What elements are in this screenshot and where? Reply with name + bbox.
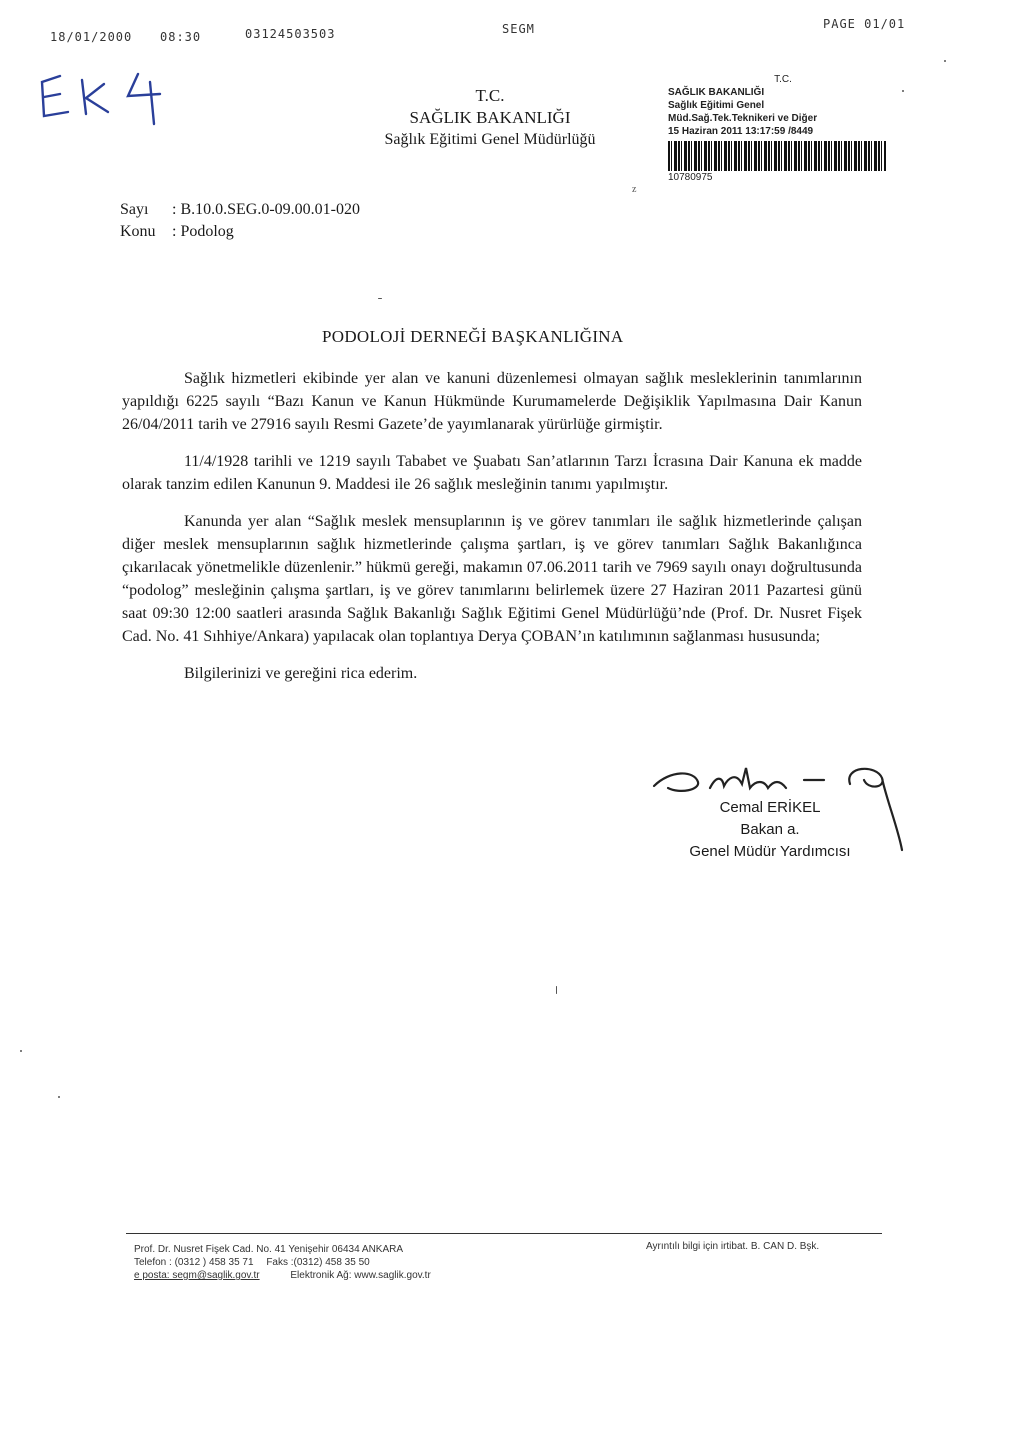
stamp-ministry: SAĞLIK BAKANLIĞI [668,87,765,98]
letterhead [340,85,640,151]
paragraph-3: Kanunda yer alan “Sağlık meslek mensuplarının iş ve görev tanımları ile sağlık hizmetlerinde çalışan diğer meslek mensuplarının sağlık hizmetlerinde çalışma şartları, iş ve görev tanımları Sağlık Bakanlığınca çıkarılacak yönetmelikle düzenlenir.” hükmü gereği, makamın 07.06.2011 tarih ve 7969 sayılı onayı doğrultusunda “podolog” mesleğinin çalışma şartları, iş ve görev tanımlarını belirlemek üzere 27 Haziran 2011 Pazartesi günü saat 09:30 12:00 saatleri arasında Sağlık Bakanlığı Sağlık Eğitimi Genel Müdürlüğü’nde (Prof. Dr. Nusret Fişek Cad. No. 41 Sıhhiye/Ankara) yapılacak olan toplantıya Derya ÇOBAN’ın katılımının sağlanması hususunda; [122,513,862,645]
signatory-on-behalf: Bakan a. [740,821,800,838]
footer-phone-fax [134,1256,534,1269]
footer-rule [126,1233,882,1234]
scan-speck [556,986,557,994]
fax-sender: SEGM [502,22,535,36]
scan-speck [944,60,946,62]
footer-email: e posta: segm@saglik.gov.tr [134,1270,260,1281]
letter-body [122,367,862,699]
paragraph-4: Bilgilerinizi ve gereğini rica ederim. [184,665,418,682]
fax-page: PAGE 01/01 [823,17,906,31]
fax-time: 08:30 [160,30,202,44]
sayi-label: Sayı [120,201,149,218]
signature-block [660,797,880,863]
recipient-heading: PODOLOJİ DERNEĞİ BAŞKANLIĞINA [322,327,624,346]
konu-value: : Podolog [172,223,234,240]
barcode-number: 10780975 [668,172,713,183]
registry-stamp [668,73,898,184]
letterhead-directorate: Sağlık Eğitimi Genel Müdürlüğü [384,131,596,148]
footer-contact [134,1243,534,1282]
letterhead-ministry: SAĞLIK BAKANLIĞI [409,108,571,127]
sayi-value: : B.10.0.SEG.0-09.00.01-020 [172,201,360,218]
scan-speck [58,1096,60,1098]
scan-speck [378,298,382,299]
letterhead-tc: T.C. [475,86,505,105]
fax-number: 03124503503 [245,27,336,41]
stamp-tc: T.C. [774,74,792,85]
fax-date: 18/01/2000 [50,30,133,44]
footer-info: Ayrıntılı bilgi için irtibat. B. CAN D. Bşk. [646,1241,820,1252]
sayi-row [120,199,360,221]
konu-row [120,221,360,243]
footer-telefon: Telefon : (0312 ) 458 35 71 [134,1257,254,1268]
stamp-department: Müd.Sağ.Tek.Teknikeri ve Diğer [668,113,818,124]
handwritten-ek4-mark [30,62,170,132]
footer-web: Elektronik Ağ: www.saglik.gov.tr [290,1270,431,1281]
scan-speck [20,1050,22,1052]
footer-email-web [134,1269,534,1282]
stamp-datetime: 15 Haziran 2011 13:17:59 /8449 [668,126,814,137]
paragraph-1: Sağlık hizmetleri ekibinde yer alan ve kanuni düzenlemesi olmayan sağlık mesleklerinin tanımlarının yapıldığı 6225 sayılı “Bazı Kanun ve Kanun Hükmünde Kurumamelerde Değişiklik Yapılmasına Dair Kanun 26/04/2011 tarih ve 27916 sayılı Resmi Gazete’de yayımlanarak yürürlüğe girmiştir. [122,370,862,433]
footer-address: Prof. Dr. Nusret Fişek Cad. No. 41 Yenişehir 06434 ANKARA [134,1244,404,1255]
konu-label: Konu [120,223,156,240]
stamp-mark: z [632,184,637,195]
footer-faks: Faks :(0312) 458 35 50 [266,1257,370,1268]
reference-block [120,199,360,243]
signatory-title: Genel Müdür Yardımcısı [689,843,851,860]
handwritten-annotation [30,62,170,132]
scan-speck [902,90,904,92]
stamp-unit: Sağlık Eğitimi Genel [668,100,765,111]
signatory-name: Cemal ERİKEL [719,799,821,816]
paragraph-2: 11/4/1928 tarihli ve 1219 sayılı Tababet ve Şuabatı San’atlarının Tarzı İcrasına Dair Kanuna ek madde olarak tanzim edilen Kanunun 9. Maddesi ile 26 sağlık mesleğinin tanımı yapılmıştır. [122,453,862,493]
barcode [668,141,886,171]
